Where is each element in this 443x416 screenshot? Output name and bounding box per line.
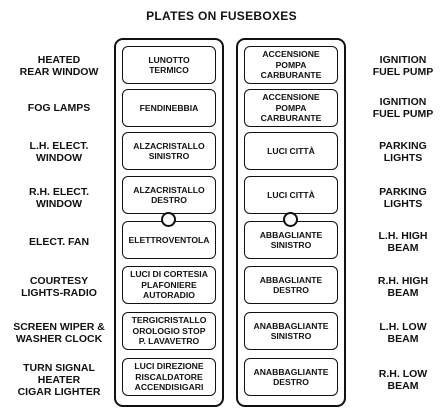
left-label-lh-elect-window: L.H. ELECT. WINDOW [29,140,89,164]
left-label-rh-elect-window: R.H. ELECT. WINDOW [28,186,90,210]
left-plate-tergicristallo: TERGICRISTALLO OROLOGIO STOP P. LAVAVETRO [122,312,216,350]
right-label-ignition-fuel-pump-2: IGNITION FUEL PUMP [372,96,434,120]
right-plate-abbagliante-sinistro: ABBAGLIANTE SINISTRO [244,221,338,259]
left-plate-fendinebbia: FENDINEBBIA [122,89,216,127]
left-plate-luci-cortesia: LUCI DI CORTESIA PLAFONIERE AUTORADIO [122,266,216,304]
right-plate-anabbagliante-destro: ANABBAGLIANTE DESTRO [244,358,338,396]
right-label-ignition-fuel-pump-1: IGNITION FUEL PUMP [372,54,434,78]
right-plate-accensione-1: ACCENSIONE POMPA CARBURANTE [244,46,338,84]
mounting-hole [161,212,176,227]
left-plate-luci-direzione: LUCI DIREZIONE RISCALDATORE ACCENDISIGARI [122,358,216,396]
left-label-screen-wiper-washer-clock: SCREEN WIPER & WASHER CLOCK [13,321,105,345]
right-plate-anabbagliante-sinistro: ANABBAGLIANTE SINISTRO [244,312,338,350]
right-plate-abbagliante-destro: ABBAGLIANTE DESTRO [244,266,338,304]
left-label-turn-signal-heater-cigar: TURN SIGNAL HEATER CIGAR LIGHTER [17,362,101,398]
diagram-title: PLATES ON FUSEBOXES [146,9,297,23]
right-fusebox-plate [236,38,346,407]
left-plate-elettroventola: ELETTROVENTOLA [122,221,216,259]
right-label-lh-high-beam: L.H. HIGH BEAM [378,230,428,254]
right-plate-luci-citta-2: LUCI CITTÀ [244,176,338,214]
right-plate-luci-citta-1: LUCI CITTÀ [244,132,338,170]
left-plate-lunotto-termico: LUNOTTO TERMICO [122,46,216,84]
right-label-lh-low-beam: L.H. LOW BEAM [379,321,427,345]
right-label-rh-high-beam: R.H. HIGH BEAM [377,275,429,299]
left-fusebox-plate [114,38,224,407]
right-plate-accensione-2: ACCENSIONE POMPA CARBURANTE [244,89,338,127]
mounting-hole [283,212,298,227]
left-label-courtesy-lights-radio: COURTESY LIGHTS-RADIO [21,275,97,299]
left-label-elect-fan: ELECT. FAN [28,236,90,248]
right-label-parking-lights-1: PARKING LIGHTS [379,140,427,164]
left-plate-alzacristallo-destro: ALZACRISTALLO DESTRO [122,176,216,214]
right-label-parking-lights-2: PARKING LIGHTS [379,186,427,210]
left-label-fog-lamps: FOG LAMPS [27,102,91,114]
right-label-rh-low-beam: R.H. LOW BEAM [378,368,428,392]
left-label-heated-rear-window: HEATED REAR WINDOW [19,54,99,78]
left-plate-alzacristallo-sinistro: ALZACRISTALLO SINISTRO [122,132,216,170]
